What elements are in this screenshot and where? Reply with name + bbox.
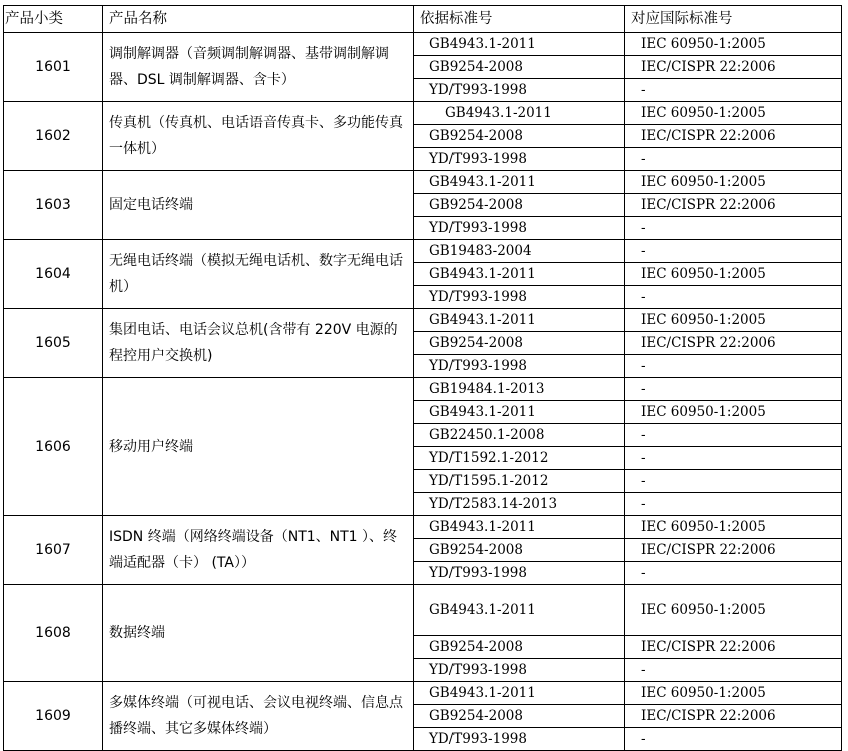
basis-standard: YD/T993-1998: [414, 659, 625, 682]
subcategory-code: 1609: [4, 682, 103, 751]
product-name: 移动用户终端: [103, 378, 414, 516]
basis-standard: GB4943.1-2011: [414, 516, 625, 539]
basis-standard: YD/T1592.1-2012: [414, 447, 625, 470]
header-intl-standard: 对应国际标准号: [625, 6, 842, 33]
product-name: 固定电话终端: [103, 171, 414, 240]
intl-standard: -: [625, 240, 842, 263]
basis-standard: GB9254-2008: [414, 636, 625, 659]
intl-standard: -: [625, 447, 842, 470]
intl-standard: -: [625, 79, 842, 102]
basis-standard: YD/T993-1998: [414, 286, 625, 309]
intl-standard: IEC 60950-1:2005: [625, 263, 842, 286]
basis-standard: YD/T993-1998: [414, 562, 625, 585]
standards-table: [3, 5, 842, 751]
basis-standard: GB9254-2008: [414, 705, 625, 728]
table-row: [4, 682, 842, 705]
table-row: [4, 378, 842, 401]
basis-standard: GB9254-2008: [414, 332, 625, 355]
subcategory-code: 1601: [4, 33, 103, 102]
intl-standard: IEC/CISPR 22:2006: [625, 56, 842, 79]
basis-standard: YD/T993-1998: [414, 728, 625, 751]
intl-standard: IEC 60950-1:2005: [625, 682, 842, 705]
product-name: ISDN 终端（网络终端设备（NT1、NT1 ）、终端适配器（卡） (TA））: [103, 516, 414, 585]
subcategory-code: 1608: [4, 585, 103, 682]
basis-standard: GB4943.1-2011: [414, 263, 625, 286]
intl-standard: -: [625, 728, 842, 751]
basis-standard: YD/T993-1998: [414, 355, 625, 378]
intl-standard: -: [625, 148, 842, 171]
header-subcategory: 产品小类: [4, 6, 103, 33]
basis-standard: GB19484.1-2013: [414, 378, 625, 401]
basis-standard: YD/T1595.1-2012: [414, 470, 625, 493]
basis-standard: GB4943.1-2011: [414, 102, 625, 125]
intl-standard: IEC/CISPR 22:2006: [625, 636, 842, 659]
intl-standard: IEC 60950-1:2005: [625, 102, 842, 125]
subcategory-code: 1605: [4, 309, 103, 378]
product-name: 数据终端: [103, 585, 414, 682]
subcategory-code: 1604: [4, 240, 103, 309]
table-row: [4, 171, 842, 194]
intl-standard: IEC 60950-1:2005: [625, 309, 842, 332]
product-name: 无绳电话终端（模拟无绳电话机、数字无绳电话机）: [103, 240, 414, 309]
basis-standard: GB19483-2004: [414, 240, 625, 263]
intl-standard: IEC/CISPR 22:2006: [625, 125, 842, 148]
intl-standard: IEC/CISPR 22:2006: [625, 705, 842, 728]
basis-standard: YD/T2583.14-2013: [414, 493, 625, 516]
basis-standard: GB9254-2008: [414, 194, 625, 217]
basis-standard: GB22450.1-2008: [414, 424, 625, 447]
intl-standard: -: [625, 378, 842, 401]
intl-standard: IEC/CISPR 22:2006: [625, 194, 842, 217]
intl-standard: IEC 60950-1:2005: [625, 401, 842, 424]
intl-standard: -: [625, 562, 842, 585]
basis-standard: GB4943.1-2011: [414, 33, 625, 56]
basis-standard: GB4943.1-2011: [414, 309, 625, 332]
intl-standard: IEC 60950-1:2005: [625, 171, 842, 194]
intl-standard: IEC 60950-1:2005: [625, 516, 842, 539]
product-name: 传真机（传真机、电话语音传真卡、多功能传真一体机）: [103, 102, 414, 171]
subcategory-code: 1607: [4, 516, 103, 585]
intl-standard: -: [625, 217, 842, 240]
basis-standard: GB4943.1-2011: [414, 171, 625, 194]
basis-standard: GB4943.1-2011: [414, 401, 625, 424]
table-row: [4, 240, 842, 263]
header-basis-standard: 依据标准号: [414, 6, 625, 33]
intl-standard: -: [625, 470, 842, 493]
table-row: [4, 516, 842, 539]
basis-standard: YD/T993-1998: [414, 79, 625, 102]
intl-standard: IEC 60950-1:2005: [625, 585, 842, 636]
subcategory-code: 1606: [4, 378, 103, 516]
intl-standard: -: [625, 286, 842, 309]
product-name: 集团电话、电话会议总机(含带有 220V 电源的程控用户交换机): [103, 309, 414, 378]
intl-standard: IEC/CISPR 22:2006: [625, 332, 842, 355]
subcategory-code: 1602: [4, 102, 103, 171]
header-row: [4, 6, 842, 33]
intl-standard: -: [625, 424, 842, 447]
product-name: 调制解调器（音频调制解调器、基带调制解调器、DSL 调制解调器、含卡）: [103, 33, 414, 102]
header-product-name: 产品名称: [103, 6, 414, 33]
basis-standard: GB4943.1-2011: [414, 585, 625, 636]
table-row: [4, 33, 842, 56]
basis-standard: GB9254-2008: [414, 539, 625, 562]
subcategory-code: 1603: [4, 171, 103, 240]
basis-standard: GB9254-2008: [414, 125, 625, 148]
basis-standard: GB9254-2008: [414, 56, 625, 79]
basis-standard: YD/T993-1998: [414, 148, 625, 171]
table-row: [4, 585, 842, 636]
basis-standard: YD/T993-1998: [414, 217, 625, 240]
intl-standard: IEC 60950-1:2005: [625, 33, 842, 56]
table-row: [4, 102, 842, 125]
basis-standard: GB4943.1-2011: [414, 682, 625, 705]
table-row: [4, 309, 842, 332]
intl-standard: -: [625, 493, 842, 516]
intl-standard: -: [625, 659, 842, 682]
intl-standard: IEC/CISPR 22:2006: [625, 539, 842, 562]
product-name: 多媒体终端（可视电话、会议电视终端、信息点播终端、其它多媒体终端）: [103, 682, 414, 751]
intl-standard: -: [625, 355, 842, 378]
